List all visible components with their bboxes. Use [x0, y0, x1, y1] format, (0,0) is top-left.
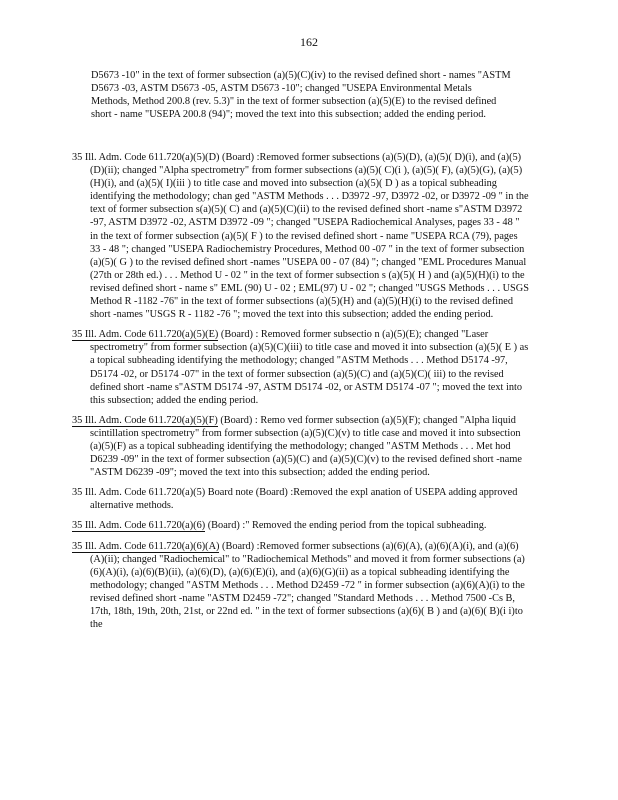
entry-611-720-a-6 [72, 519, 529, 532]
entry-text: (Board) :" Removed the ending period from the topical subheading. [205, 520, 487, 532]
entry-text: (Board) : Removed former subsectio n (a)(5)(E); changed "Laser spectrometry" from former subsection (a)(5)(C)(iii) to title case and moved it into subsection (a)(5)( E ) as a topical subheading identifying the methodology; changed "ASTM Methods . . . Method D5174 -97, D5174 -02, or D5174 -07" in the text of former subsection (a)(5)(C) and (a)(5)(C)( iii) to the revised defined short -name s"ASTM D5174 -97, ASTM D5174 -02, or ASTM D5174 -07 "; moved the text into this subsection; added the ending period. [90, 329, 529, 406]
entry-citation: 35 Ill. Adm. Code 611.720(a)(6)(A) [72, 540, 220, 552]
continuation-paragraph: D5673 -10" in the text of former subsection (a)(5)(C)(iv) to the revised defined short - names "ASTM D5673 -03, ASTM D5673 -05, ASTM D5673 -10"; changed "USEPA Environmental Metals Methods, Method 200.8 (rev. 5.3)" in the text of former subsection (a)(5)(E) to the revised defined short - name "USEPA 200.8 (94)"; moved the text into this subsection; added the ending period. [91, 70, 511, 121]
entry-text: Board note (Board) :Removed the expl anation of USEPA adding approved alternative methods. [90, 487, 518, 512]
entry-611-720-a-6-a [72, 540, 529, 632]
entry-text: (Board) :Removed former subsections (a)(6)(A), (a)(6)(A)(i), and (a)(6)(A)(ii); changed "Radiochemical" to "Radiochemical Methods" and moved it from former subsections (a)(6)(A)(i), (a)(6)(B)(ii), (a)(6)(D), (a)(6)(E)(i), and (a)(6)(G)(ii) as a topical subheading identifying the methodology; changed "ASTM Methods . . . Method D2459 -72 " in former subsection (a)(6)(A)(i) to the revised defined short -name "ASTM D2459 -72"; changed "Standard Methods . . . Method 7500 -Cs B, 17th, 18th, 19th, 20th, 21st, or 22nd ed. " in the text of former subsections (a)(6)( B ) and (a)(6)( B)(i i)to the [90, 540, 525, 631]
entry-citation: 35 Ill. Adm. Code 611.720(a)(5) [72, 487, 206, 499]
entry-text: (Board) : Remo ved former subsection (a)(5)(F); changed "Alpha liquid scintillation spectrometry" from former subsection (a)(5)(C)(v) to title case and moved it into subsection (a)(5)(F) as a topical subheading identifying the methodology; changed "ASTM Methods . . . Met hod D6239 -09" in the text of former subsection (a)(5)(C) and (a)(5)(C)(v) to the revised defined short -name "ASTM D6239 -09"; moved the text into this subsection; added the ending period. [90, 414, 522, 479]
entry-611-720-a-5-f [72, 414, 529, 479]
entry-611-720-a-5-d [72, 151, 529, 321]
entry-citation: 35 Ill. Adm. Code 611.720(a)(5)(F) [72, 414, 218, 426]
entry-citation: 35 Ill. Adm. Code 611.720(a)(5)(E) [72, 329, 219, 341]
entry-611-720-a-5-board-note [72, 486, 529, 512]
amendment-entries [72, 151, 529, 638]
entry-text: (Board) :Removed former subsections (a)(5)(D), (a)(5)( D)(i), and (a)(5)(D)(ii); changed "Alpha spectrometry" from former subsections (a)(5)( C)(i ), (a)(5)( F), (a)(5)(G), (a)(5)(H)(i), and (a)(5)( I)(iii ) to title case and moved into subsection (a)(5)( D ) as a topical subheading identifying the methodology; chan ged "ASTM Methods . . . D3972 -97, D3972 -02, or D3972 -09 " in the text of former subsection s(a)(5)( C) and (a)(5)(C)(ii) to the revised defined short -name s"ASTM D3972 -97, ASTM D3972 -02, ASTM D3972 -09 "; changed "USEPA Radiochemical Analyses, pages 33 - 48 " in the text of former subsection (a)(5)( F ) to the revised defined short - name "USEPA RCA (79), pages 33 - 48 "; changed "USEPA Radiochemistry Procedures, Method 00 -07 " in the text of former subsection (a)(5)( G ) to the revised defined short -names "USEPA 00 - 07 (84) "; changed "EML Procedures Manual (27th or 28th ed.) . . . Method U - 02 " in the text of former subsection s (a)(5)( H ) and (a)(5)(H)(i) to the revised defined short - name s" EML (90) U - 02 ; EML(97) U - 02 "; changed "USGS Methods . . . USGS Method R -1182 -76" in the text of former subsections (a)(5)(H) and (a)(5)(H)(i) to the revised defined short -names "USGS R - 1182 -76 "; moved the text into this subsection; added the ending period. [90, 152, 529, 321]
entry-citation: 35 Ill. Adm. Code 611.720(a)(5)(D) [72, 152, 220, 163]
entry-611-720-a-5-e [72, 328, 529, 407]
entry-citation: 35 Ill. Adm. Code 611.720(a)(6) [72, 520, 206, 532]
page-number: 162 [300, 35, 318, 49]
